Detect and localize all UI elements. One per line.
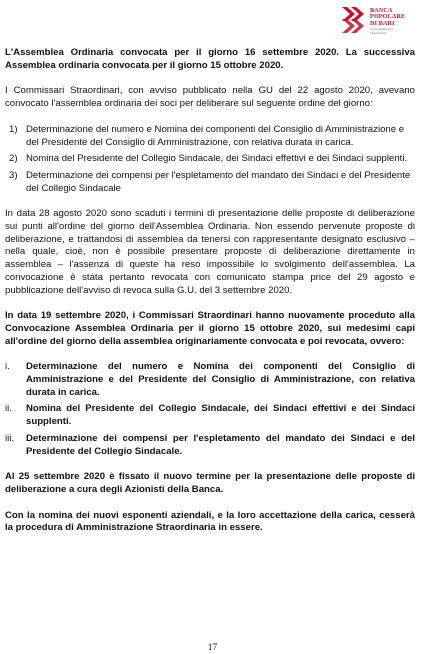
agenda-marker: 1) bbox=[9, 123, 18, 135]
agenda-item bbox=[5, 433, 415, 458]
revocation-paragraph: In data 28 agosto 2020 sono scaduti i termini di presentazione delle proposte di deliberazione sui punti all'ordine del giorno dell'Assemblea Ordinaria. Non essendo pervenute proposte di deliberazione, e trattandosi di assemblea da tenersi con rappresentante designato esclusivo – nella quale, cioè, non è possibile presentare proposte di deliberazione direttamente in assemblea – l'assenza di queste ha reso impossibile lo svolgimento dell'assemblea. La convocazione è stata pertanto revocata con comunicato stampa price del 29 agosto e pubblicazione dell'avviso di revoca sulla G.U. del 3 settembre 2020. bbox=[5, 208, 415, 296]
agenda-text: Determinazione dei compensi per l'espletamento del mandato dei Sindaci e del Presidente del Collegio Sindacale. bbox=[26, 432, 415, 457]
agenda-text: Determinazione del numero e Nomina dei componenti del Consiglio di Amministrazione e del Presidente del Consiglio di Amministrazione, con relativa durata in carica. bbox=[26, 361, 415, 398]
page-number: 17 bbox=[207, 643, 218, 653]
agenda-list-original bbox=[5, 124, 415, 196]
logo-text bbox=[370, 8, 422, 35]
bank-logo bbox=[340, 5, 422, 35]
new-convocation-paragraph: In data 19 settembre 2020, i Commissari Straordinari hanno nuovamente proceduto alla Convocazione Assemblea Ordinaria per il giorno 15 ottobre 2020, sui medesimi capi all'ordine del giorno della assemblea originariamente convocata e poi revocata, ovvero: bbox=[5, 310, 415, 347]
agenda-item bbox=[5, 361, 415, 399]
logo-line-2: POPOLARE bbox=[370, 13, 406, 21]
agenda-marker: 3) bbox=[9, 169, 18, 181]
intro-paragraph: I Commissari Straordinari, con avviso pubblicato nella GU del 22 agosto 2020, avevano convocato l'assemblea ordinaria dei soci per deliberare sul seguente ordine del giorno: bbox=[5, 85, 415, 110]
agenda-marker: 2) bbox=[9, 153, 18, 165]
logo-mark-icon bbox=[340, 5, 368, 35]
agenda-item bbox=[5, 124, 415, 149]
closing-paragraph: Con la nomina dei nuovi esponenti aziendali, e la loro accettazione della carica, cesserà la procedura di Amministrazione Straordinaria in essere. bbox=[5, 509, 415, 534]
logo-sub-2: Straordinaria bbox=[370, 30, 387, 35]
logo-line-3: DI BARI bbox=[370, 19, 395, 27]
agenda-text: Determinazione del numero e Nomina dei componenti del Consiglio di Amministrazione e del Presidente del Consiglio di Amministrazione, con relativa durata in carica. bbox=[26, 123, 405, 148]
logo-line-1: BANCA bbox=[370, 7, 393, 14]
section-title: L'Assemblea Ordinaria convocata per il giorno 16 settembre 2020. La successiva Assemblea ordinaria convocata per il giorno 15 ottobre 2020. bbox=[5, 47, 415, 71]
logo-sub-1: In Amministrazione bbox=[370, 26, 394, 31]
deadline-paragraph: Al 25 settembre 2020 è fissato il nuovo termine per la presentazione delle proposte di deliberazione a cura degli Azionisti della Banca. bbox=[5, 471, 415, 495]
agenda-marker: i. bbox=[5, 361, 10, 373]
agenda-text: Determinazione dei compensi per l'espletamento del mandato dei Sindaci e del Presidente del Collegio Sindacale bbox=[26, 169, 411, 194]
agenda-text: Nomina del Presidente del Collegio Sindacale, dei Sindaci effettivi e dei Sindaci supplenti. bbox=[26, 403, 415, 428]
document-body bbox=[5, 47, 415, 548]
agenda-item bbox=[5, 403, 415, 428]
agenda-marker: iii. bbox=[5, 432, 15, 444]
agenda-marker: ii. bbox=[5, 403, 12, 415]
agenda-list-new bbox=[5, 361, 415, 458]
agenda-text: Nomina del Presidente del Collegio Sindacale, dei Sindaci effettivi e dei Sindaci supplenti. bbox=[26, 153, 408, 165]
agenda-item bbox=[5, 170, 415, 195]
agenda-item bbox=[5, 153, 415, 166]
